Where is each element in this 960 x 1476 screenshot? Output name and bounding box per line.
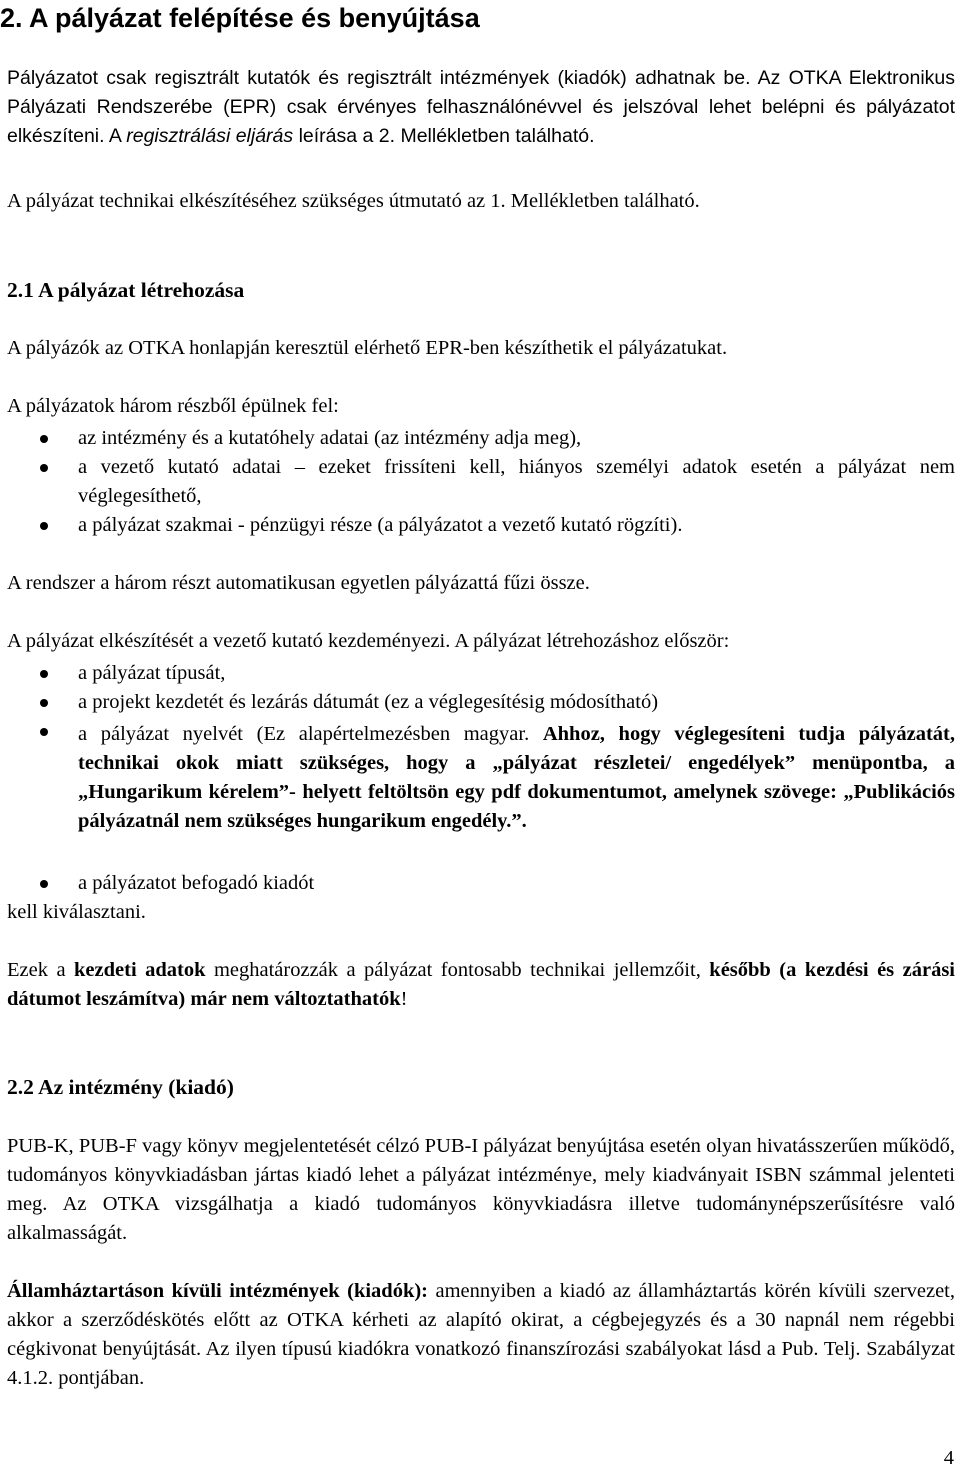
bullet-icon bbox=[40, 522, 48, 530]
section-2-1-title: 2.1 A pályázat létrehozása bbox=[7, 278, 245, 302]
bullet-icon bbox=[40, 728, 48, 736]
section-2-1-paragraph-2: A pályázatok három részből épülnek fel: bbox=[7, 395, 339, 417]
bullet-icon bbox=[40, 435, 48, 443]
list-item: az intézmény és a kutatóhely adatai (az intézmény adja meg), bbox=[78, 427, 582, 449]
section-2-1-paragraph-3: A rendszer a három részt automatikusan egyetlen pályázattá fűzi össze. bbox=[7, 572, 590, 594]
section-2-2-title: 2.2 Az intézmény (kiadó) bbox=[7, 1075, 234, 1099]
list-item: a pályázatot befogadó kiadót bbox=[78, 872, 315, 894]
bullet-icon bbox=[40, 699, 48, 707]
intro-paragraph: Pályázatot csak regisztrált kutatók és regisztrált intézmények (kiadók) adhatnak be. Az OTKA Elektronikus Pályázati Rendszerébe (EPR) csak érvényes felhasználónévvel és jelszóval lehet belépni és pályázatot elkészíteni. A regisztrálási eljárás leírása a 2. Mellékletben található. bbox=[7, 67, 955, 147]
section-2-1-paragraph-1: A pályázók az OTKA honlapján keresztül elérhető EPR-ben készíthetik el pályázatukat. bbox=[7, 337, 728, 359]
hungarikum-notice: Ahhoz, hogy véglegesíteni tudja pályázatát, technikai okok miatt szükséges, hogy a „pályázat részletei/ engedélyek” menüpontba, a „Hungarikum kérelem”- helyett feltöltsön egy pdf dokumentumot, amelynek szövege: „Publikációs pályázatnál nem szükséges hungarikum engedély.”. bbox=[78, 723, 955, 832]
section-2-2-paragraph-1: PUB-K, PUB-F vagy könyv megjelentetését célzó PUB-I pályázat benyújtása esetén olyan hivatásszerűen működő, tudományos könyvkiadásban jártas kiadó lehet a pályázat intézménye, mely kiadványait ISBN számmal jelenteti meg. Az OTKA vizsgálhatja a kiadó tudományos könyvkiadásra illetve tudománynépszerűsítésre való alkalmasságát. bbox=[7, 1135, 955, 1244]
list-item: a vezető kutató adatai – ezeket frissíteni kell, hiányos személyi adatok esetén a pályázat nem véglegesíthető, bbox=[78, 456, 955, 507]
list-item: a pályázat szakmai - pénzügyi része (a pályázatot a vezető kutató rögzíti). bbox=[78, 514, 683, 536]
bullet-icon bbox=[40, 464, 48, 472]
list-item: a projekt kezdetét és lezárás dátumát (ez a véglegesítésig módosítható) bbox=[78, 691, 659, 713]
registration-procedure-term: regisztrálási eljárás bbox=[126, 125, 294, 147]
list-item: a pályázat nyelvét (Ez alapértelmezésben magyar. Ahhoz, hogy véglegesíteni tudja pályázatát, technikai okok miatt szükséges, hogy a „pályázat részletei/ engedélyek” menüpontba, a „Hungarikum kérelem”- helyett feltöltsön egy pdf dokumentumot, amelynek szövege: „Publikációs pályázatnál nem szükséges hungarikum engedély.”. bbox=[78, 723, 955, 832]
page-heading: 2. A pályázat felépítése és benyújtása bbox=[0, 3, 480, 33]
list-item: a pályázat típusát, bbox=[78, 662, 226, 684]
section-2-2-paragraph-2: Államháztartáson kívüli intézmények (kiadók): amennyiben a kiadó az államháztartás körén kívüli szervezet, akkor a szerződéskötés előtt az OTKA kérheti az alapító okirat, a cégbejegyzés és a 30 napnál nem régebbi cégkivonat benyújtását. Az ilyen típusú kiadókra vonatkozó finanszírozási szabályokat lásd a Pub. Telj. Szabályzat 4.1.2. pontjában. bbox=[7, 1280, 955, 1389]
list-tail-text: kell kiválasztani. bbox=[7, 901, 146, 923]
technical-guide-paragraph: A pályázat technikai elkészítéséhez szükséges útmutató az 1. Mellékletben található. bbox=[7, 190, 700, 212]
bullet-icon bbox=[40, 670, 48, 678]
initial-data-paragraph: Ezek a kezdeti adatok meghatározzák a pályázat fontosabb technikai jellemzőit, később (a kezdési és zárási dátumot leszámítva) már nem változtathatók! bbox=[7, 959, 955, 1010]
page-number: 4 bbox=[943, 1447, 954, 1469]
section-2-1-paragraph-4: A pályázat elkészítését a vezető kutató kezdeményezi. A pályázat létrehozáshoz először: bbox=[7, 630, 730, 652]
bullet-icon bbox=[40, 880, 48, 888]
